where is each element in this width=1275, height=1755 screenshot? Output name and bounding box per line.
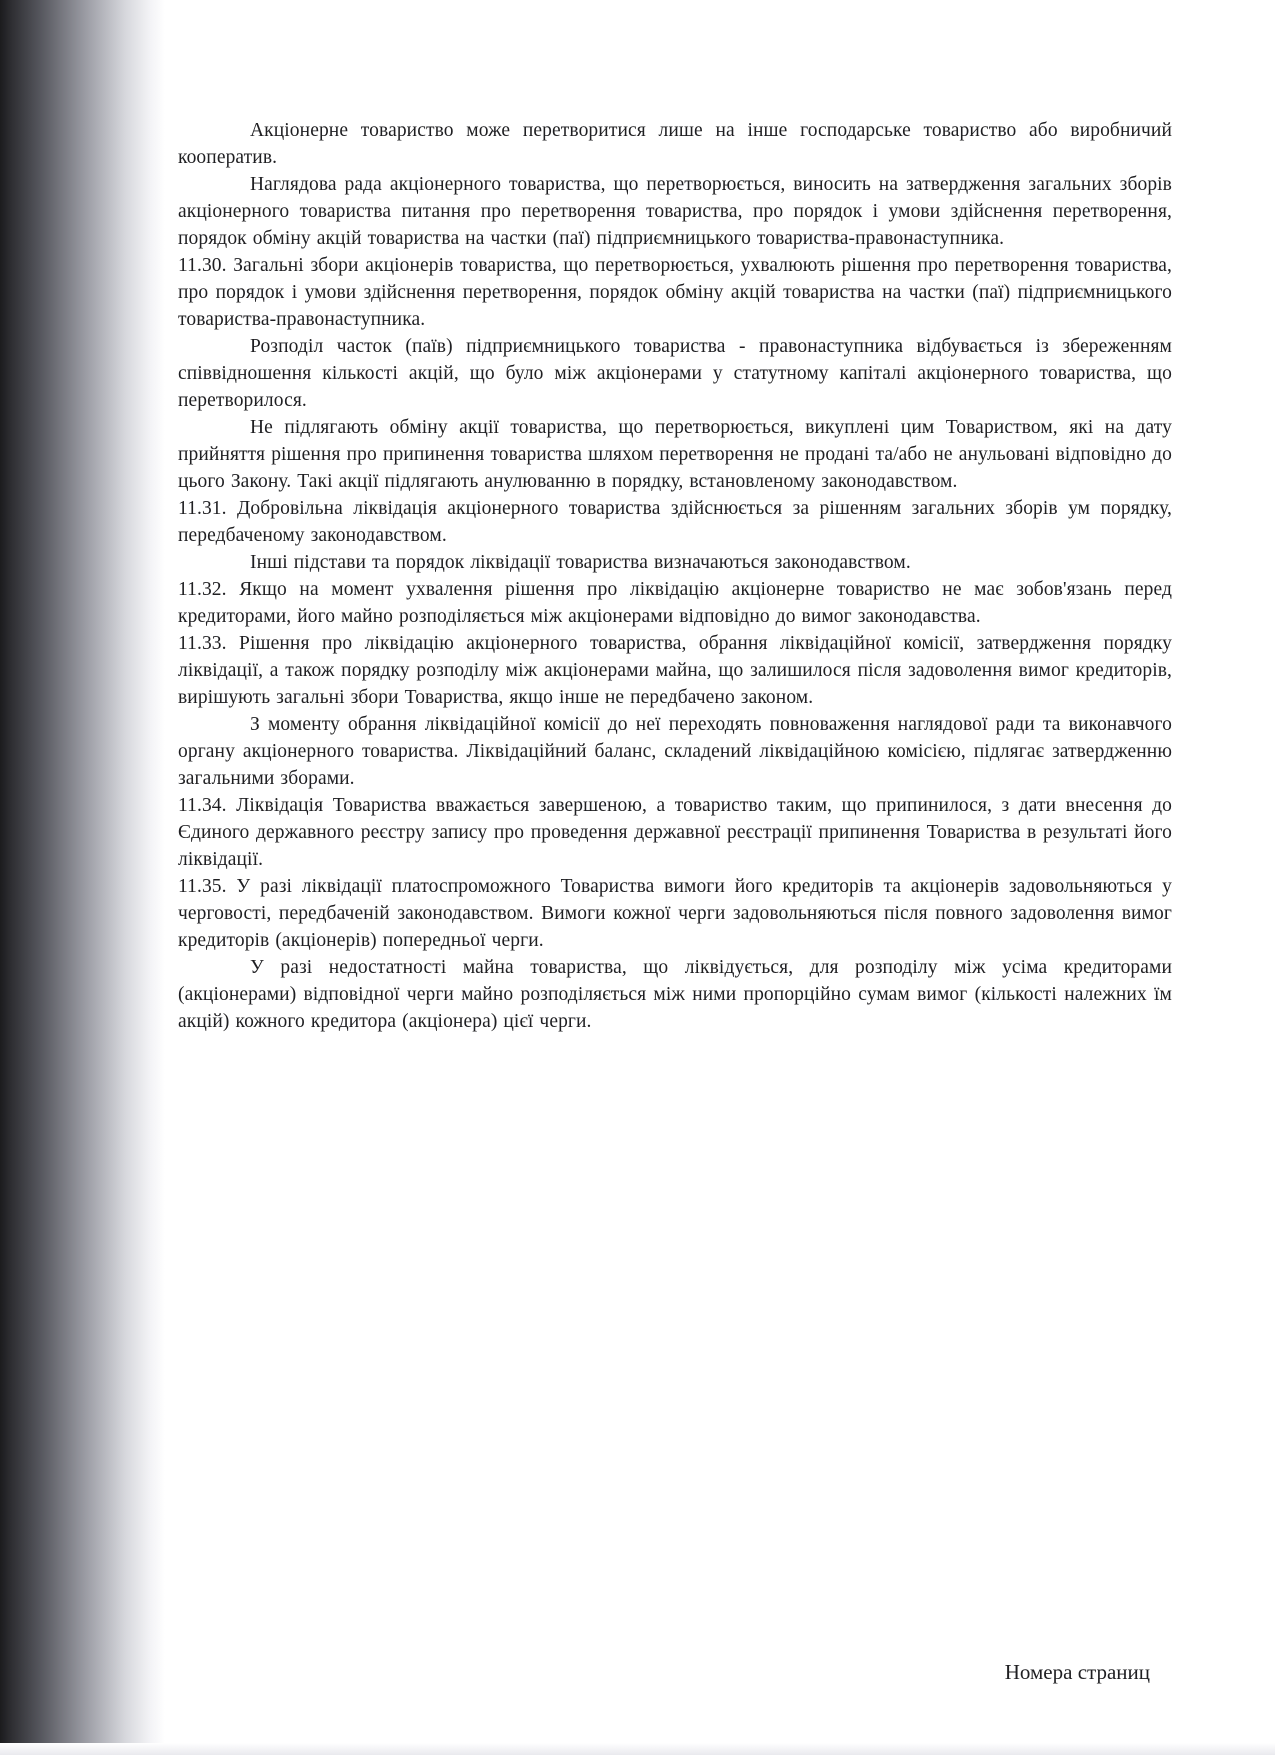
- paragraph-11-35: 11.35. У разі ліквідації платоспроможного Товариства вимоги його кредиторів та акціонерів задовольняються у черговості, передбаченій законодавством. Вимоги кожної черги задовольняються після повного задоволення вимог кредиторів (акціонерів) попередньої черги.: [178, 876, 1172, 951]
- paragraph-share-distribution: Розподіл часток (паїв) підприємницького товариства - правонаступника відбувається із збереженням співвідношення кількості акцій, що було між акціонерами у статутному капіталі акціонерного товариства, що перетворилося.: [178, 336, 1172, 411]
- paragraph-supervisory-board: Наглядова рада акціонерного товариства, що перетворюється, виносить на затвердження загальних зборів акціонерного товариства питання про перетворення товариства, про порядок і умови здійснення перетворення, порядок обміну акцій товариства на частки (паї) підприємницького товариства-правонаступника.: [178, 174, 1172, 249]
- paragraph-11-34: 11.34. Ліквідація Товариства вважається завершеною, а товариство таким, що припинилося, з дати внесення до Єдиного державного реєстру запису про проведення державної реєстрації припинення Товариства в результаті його ліквідації.: [178, 795, 1172, 870]
- paragraph-liquidation-commission: З моменту обрання ліквідаційної комісії до неї переходять повноваження наглядової ради та виконавчого органу акціонерного товариства. Ліквідаційний баланс, складений ліквідаційною комісією, підлягає затвердженню загальними зборами.: [178, 714, 1172, 789]
- paragraph-11-31: 11.31. Добровільна ліквідація акціонерного товариства здійснюється за рішенням загальних зборів ум порядку, передбаченому законодавством.: [178, 498, 1172, 546]
- document-body: [178, 117, 1172, 1035]
- paragraph-other-grounds: Інші підстави та порядок ліквідації товариства визначаються законодавством.: [250, 552, 911, 573]
- paragraph-11-33: 11.33. Рішення про ліквідацію акціонерного товариства, обрання ліквідаційної комісії, затвердження порядку ліквідації, а також порядку розподілу між акціонерами майна, що залишилося після задоволення вимог кредиторів, вирішують загальні збори Товариства, якщо інше не передбачено законом.: [178, 633, 1172, 708]
- paragraph-11-32: 11.32. Якщо на момент ухвалення рішення про ліквідацію акціонерне товариство не має зобов'язань перед кредиторами, його майно розподіляється між акціонерами відповідно до вимог законодавства.: [178, 579, 1172, 627]
- paragraph-conversion-limit: Акціонерне товариство може перетворитися лише на інше господарське товариство або виробничий кооператив.: [178, 120, 1172, 168]
- page-number-footer: Номера страниц: [1004, 1660, 1150, 1684]
- paragraph-non-exchanged-shares: Не підлягають обміну акції товариства, що перетворюється, викуплені цим Товариством, які на дату прийняття рішення про припинення товариства шляхом перетворення не продані та/або не анульовані відповідно до цього Закону. Такі акції підлягають анулюванню в порядку, встановленому законодавством.: [178, 417, 1172, 492]
- paragraph-insufficient-property: У разі недостатності майна товариства, що ліквідується, для розподілу між усіма кредиторами (акціонерами) відповідної черги майно розподіляється між ними пропорційно сумам вимог (кількості належних їм акцій) кожного кредитора (акціонера) цієї черги.: [178, 957, 1172, 1032]
- paragraph-11-30: 11.30. Загальні збори акціонерів товариства, що перетворюється, ухвалюють рішення про перетворення товариства, про порядок і умови здійснення перетворення, порядок обміну акцій товариства на частки (паї) підприємницького товариства-правонаступника.: [178, 255, 1172, 330]
